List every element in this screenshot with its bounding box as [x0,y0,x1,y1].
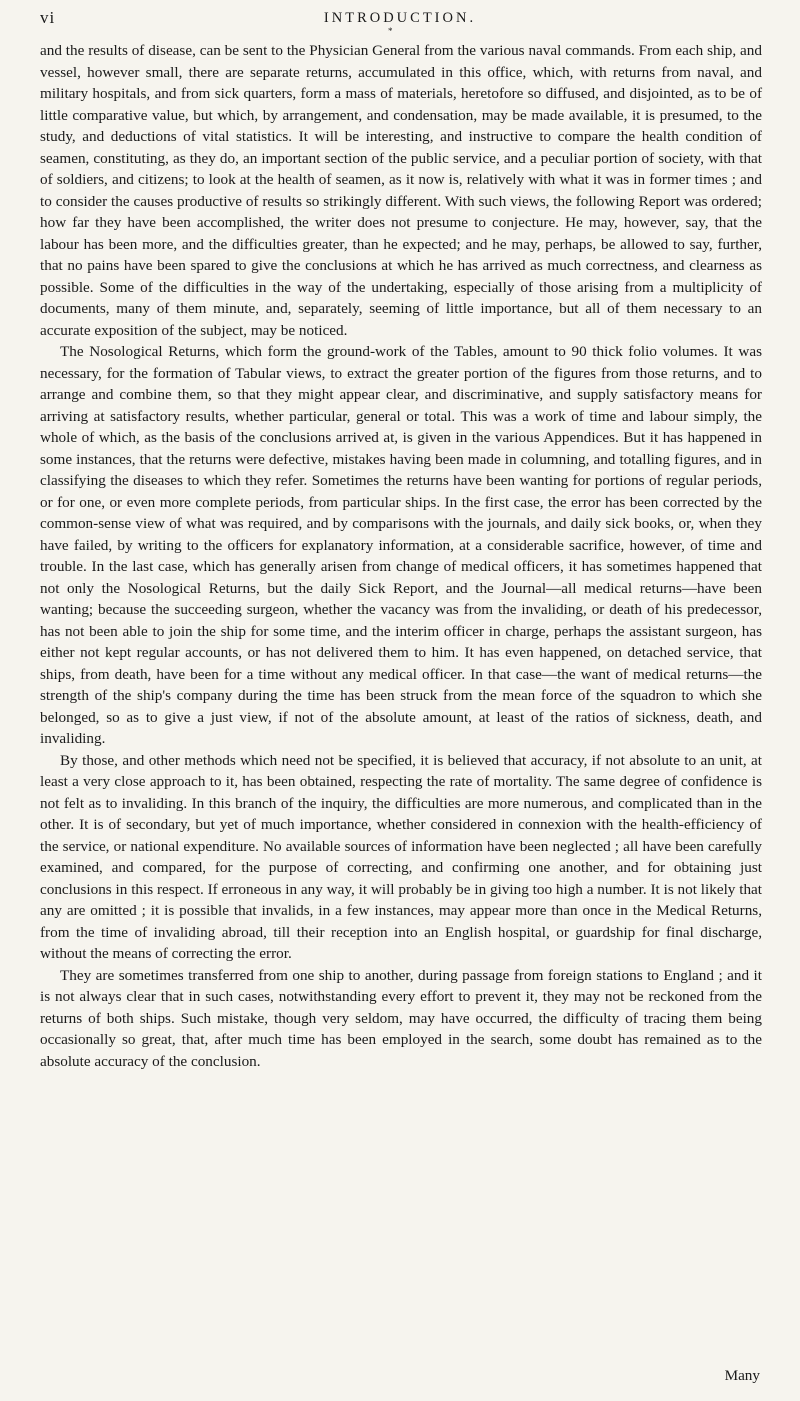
body-text [40,40,762,1072]
page-header [40,8,760,32]
catchword: Many [724,1367,760,1384]
running-title: INTRODUCTION. [323,10,477,26]
printer-mark: * [388,26,393,36]
paragraph-continuation: and the results of disease, can be sent to the Physician General from the various naval commands. From each ship, and vessel, however small, there are separate returns, accumulated in this office, which, with returns from naval, and military hospitals, and from sick quarters, form a mass of materials, heretofore so diffused, and disjointed, as to be of little comparative value, but which, by arrangement, and condensation, may be made available, it is presumed, to the study, and deductions of vital statistics. It will be interesting, and instructive to compare the health condition of seamen, constituting, as they do, an important section of the public service, and a peculiar portion of society, with that of soldiers, and citizens; to look at the health of seamen, as it now is, relatively with what it was in former times ; and to consider the causes productive of results so strikingly different. With such views, the following Report was ordered; how far they have been accomplished, the writer does not presume to conjecture. He may, however, say, that the labour has been more, and the difficulties greater, than he expected; and he may, perhaps, be allowed to say, further, that no pains have been spared to give the conclusions at which he has arrived as much correctness, and clearness as possible. Some of the difficulties in the way of the undertaking, especially of those arising from a multiplicity of documents, many of them minute, and, separately, seeming of little importance, but all of them necessary to an accurate exposition of the subject, may be noticed. [40,42,762,339]
page-number: vi [40,8,56,27]
paragraph-accuracy: By those, and other methods which need not be specified, it is believed that accuracy, if not absolute to an unit, at least a very close approach to it, has been obtained, respecting the rate of mortality. The same degree of confidence is not felt as to invaliding. In this branch of the inquiry, the difficulties are more numerous, and complicated than in the other. It is of secondary, but yet of much importance, whether considered in connexion with the health-efficiency of the service, or national expenditure. No available sources of information have been neglected ; all have been carefully examined, and compared, for the purpose of correcting, and confirming one another, and for obtaining just conclusions in this respect. If erroneous in any way, it will probably be in giving too high a number. It is not likely that any are omitted ; it is possible that invalids, in a few instances, may appear more than once in the Medical Returns, from the time of invaliding abroad, till their reception into an English hospital, or guardship for final discharge, without the means of correcting the error. [40,751,762,962]
paragraph-transfers: They are sometimes transferred from one ship to another, during passage from foreign stations to England ; and it is not always clear that in such cases, notwithstanding every effort to prevent it, they may not be reckoned from the returns of both ships. Such mistake, though very seldom, may have occurred, the difficulty of tracing them being occasionally so great, that, after much time has been employed in the search, some doubt has remained as to the absolute accuracy of the conclusion. [40,966,762,1070]
paragraph-nosological-returns: The Nosological Returns, which form the ground-work of the Tables, amount to 90 thick folio volumes. It was necessary, for the formation of Tabular views, to extract the greater portion of the figures from those returns, and to arrange and combine them, so that they might appear clear, and discriminative, and supply satisfactory means for arriving at satisfactory results, whether particular, general or total. This was a work of time and labour simply, the whole of which, as the basis of the conclusions arrived at, is given in the various Appendices. But it has happened in some instances, that the returns were defective, mistakes having been made in columning, and totalling figures, and in classifying the diseases to which they refer. Sometimes the returns have been wanting for portions of regular periods, or for one, or even more complete periods, from particular ships. In the first case, the error has been corrected by the common-sense view of what was required, and by comparisons with the journals, and daily sick books, or, when they have failed, by writing to the officers for explanatory information, at a considerable sacrifice, however, of time and trouble. In the last case, which has generally arisen from change of medical officers, it has sometimes happened that not only the Nosological Returns, but the daily Sick Report, and the Journal—all medical returns—have been wanting; because the succeeding surgeon, whether the vacancy was from the invaliding, or death of his predecessor, has not been able to join the ship for some time, and the interim officer in charge, perhaps the assistant surgeon, has either not kept regular accounts, or has not delivered them to him. It has even happened, on detached service, that ships, from death, have been for a time without any medical officer. In that case—the want of medical returns—the strength of the ship's company during the time has been struck from the mean force of the squadron to which she belonged, so as to give a just view, if not of the absolute amount, at least of the ratios of sickness, death, and invaliding. [40,343,762,747]
